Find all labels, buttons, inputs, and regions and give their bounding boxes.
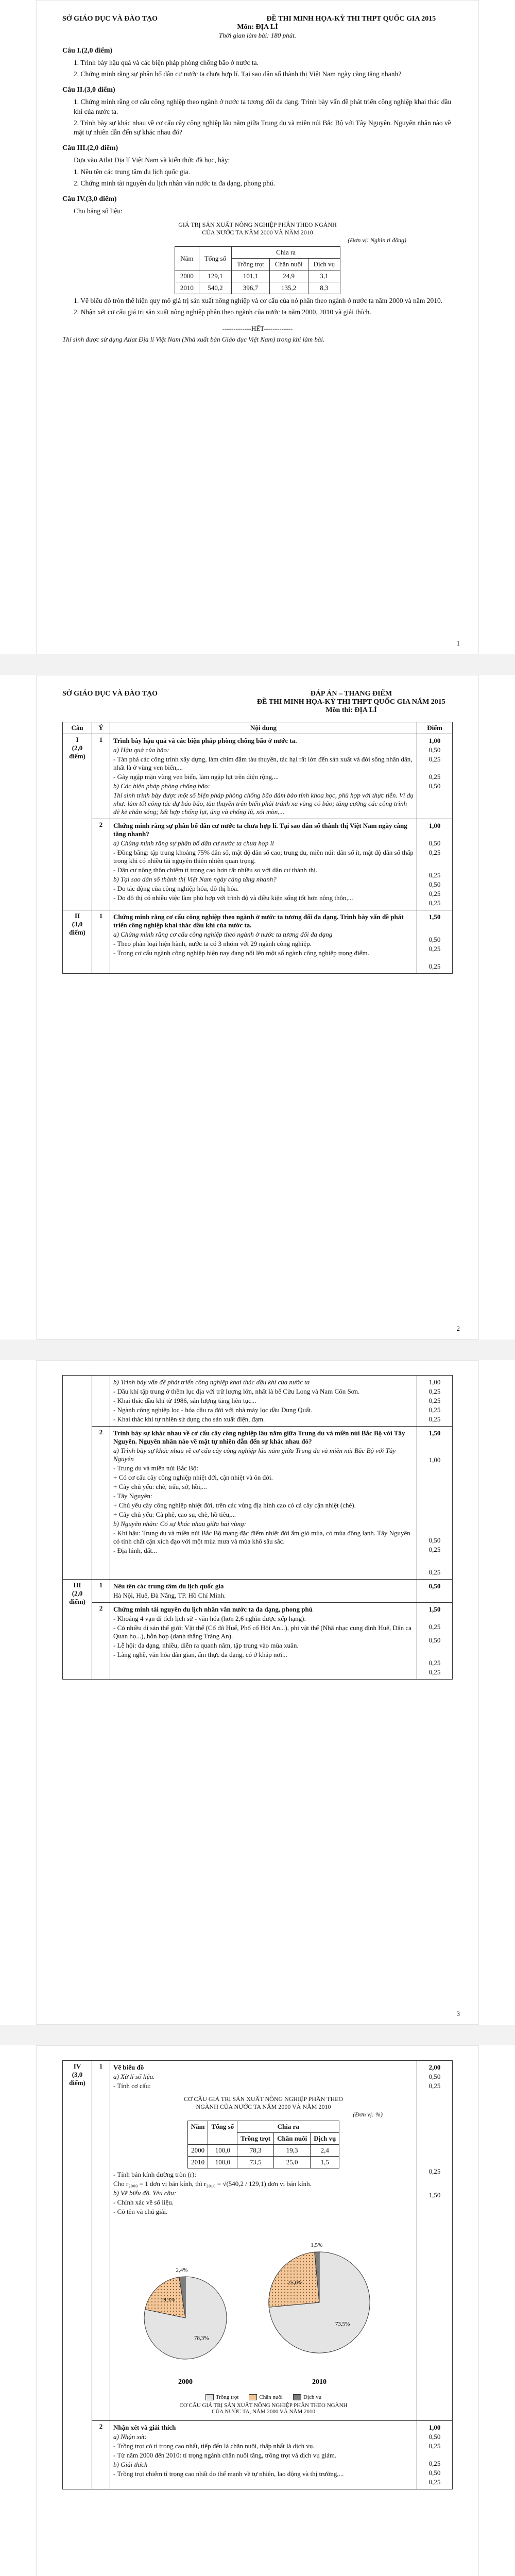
question-3-title: Câu III.(2,0 điểm)	[62, 144, 118, 152]
score: 0,50	[428, 2433, 441, 2441]
score: 0,25	[428, 899, 441, 907]
question-cell	[63, 910, 92, 974]
answer-table	[62, 1375, 453, 1680]
table-unit: (Đơn vị: Nghìn tỉ đồng)	[348, 236, 406, 244]
item-number: 1	[92, 1580, 110, 1603]
cell-total: 100,0	[208, 2157, 237, 2168]
table-title-line-2: NGÀNH CỦA NƯỚC TA NĂM 2000 VÀ NĂM 2010	[196, 2103, 331, 2110]
answer-line: - Khí hậu: Trung du và miền núi Bắc Bộ mang đặc điểm nhiệt đới ẩm gió mùa, có mùa đông lạnh. Tây Nguyên có tính chất cận xích đạo với một mùa mưa và mùa khô sâu sắc.	[113, 1529, 410, 1545]
item-title: Vẽ biểu đồ	[113, 2063, 144, 2071]
score-cell	[417, 1376, 453, 1427]
score-cell	[417, 1603, 453, 1680]
sub-title: b) Nguyên nhân: Có sự khác nhau giữa hai vùng:	[113, 1520, 246, 1528]
th-content: Nội dung	[110, 722, 417, 734]
table-row	[63, 734, 453, 819]
score: 0,25	[428, 1546, 441, 1553]
question-points: (2,0 điểm)	[69, 1589, 85, 1605]
question-cell	[63, 1580, 92, 1680]
pie-2010	[269, 2242, 370, 2353]
question-1-title: Câu I.(2,0 điểm)	[62, 47, 113, 55]
score: 1,50	[428, 913, 441, 921]
item-title: Chứng minh tài nguyên du lịch nhân văn nước ta đa dạng, phong phú	[113, 1605, 313, 1613]
answer-table	[62, 2060, 453, 2489]
answer-line: - Trong cơ cấu ngành công nghiệp hiện nay đang nổi lên một số ngành công nghiệp trọng điểm.	[113, 949, 369, 957]
th-livestock: Chăn nuôi	[269, 259, 308, 270]
answer-line: - Dầu khí tập trung ở thềm lục địa với trữ lượng lớn, nhất là bể Cửu Long và Nam Côn Sơn.	[113, 1387, 360, 1395]
score: 0,25	[428, 849, 441, 856]
sub-title: b) Tại sao dân số thành thị Việt Nam ngày càng tăng nhanh?	[113, 875, 277, 883]
answer-content	[110, 819, 417, 910]
th-service: Dịch vụ	[311, 2133, 339, 2145]
table-title-line-2: CỦA NƯỚC TA NĂM 2000 VÀ NĂM 2010	[202, 229, 313, 236]
question-4-title: Câu IV.(3,0 điểm)	[62, 195, 117, 203]
answer-line: - Có tên và chú giải.	[113, 2208, 168, 2215]
score: 0,25	[428, 773, 441, 781]
question-number: II	[74, 912, 80, 920]
answer-line: - Khai thác khí tự nhiên sử dụng cho sản xuất điện, đạm.	[113, 1415, 265, 1423]
cell-year: 2000	[187, 2145, 208, 2157]
answer-line: - Lễ hội: đa dạng, nhiều, diễn ra quanh năm, tập trung vào mùa xuân.	[113, 1641, 299, 1649]
answer-line: + Cây chủ yếu: Cà phê, cao su, chè, hồ tiêu,...	[113, 1511, 236, 1518]
score: 0,50	[428, 2073, 441, 2080]
question-4-intro: Cho bảng số liệu:	[74, 207, 123, 215]
score: 0,25	[428, 945, 441, 953]
question-1-part-2: 2. Chứng minh rằng sự phân bố dân cư nước ta chưa hợp lí. Tại sao dân số thành thị Việt Nam ngày càng tăng nhanh?	[74, 70, 402, 78]
score-cell	[417, 734, 453, 819]
answer-line: - Theo phân loại hiện hành, nước ta có 3 nhóm với 29 ngành công nghiệp.	[113, 940, 312, 947]
answer-line: - Làng nghề, văn hóa dân gian, ẩm thực đa dạng, có ở khắp nơi...	[113, 1651, 287, 1658]
cell-livestock: 19,3	[274, 2145, 311, 2157]
th-year: Năm	[187, 2121, 208, 2145]
end-marker: -------------HẾT-------------	[222, 324, 293, 332]
sub-title: a) Hậu quả của bão:	[113, 746, 169, 754]
score: 0,25	[428, 871, 441, 879]
question-points: (3,0 điểm)	[69, 920, 85, 936]
legend-swatch	[249, 2394, 257, 2400]
legend-item	[205, 2394, 239, 2400]
answer-line: - Tính bán kính đường tròn (r):	[113, 2171, 196, 2178]
th-cau: Câu	[63, 722, 92, 734]
answer-line: - Tây Nguyên:	[113, 1492, 152, 1500]
exam-title: ĐỀ THI MINH HỌA-KỲ THI THPT QUỐC GIA 2015	[266, 15, 436, 23]
answer-subject: Môn thi: ĐỊA LÍ	[325, 706, 377, 714]
score: 1,00	[428, 2424, 441, 2432]
page-number: 2	[456, 1325, 460, 1332]
data-table	[175, 246, 340, 294]
score: 0,25	[428, 1668, 441, 1676]
answer-line: + Có cơ cấu cây công nghiệp nhiệt đới, cận nhiệt và ôn đới.	[113, 1473, 273, 1481]
item-number: 1	[92, 2061, 110, 2421]
legend-swatch	[205, 2394, 214, 2400]
score: 1,00	[428, 822, 441, 829]
score: 0,25	[428, 1397, 441, 1404]
question-number: IV	[73, 2062, 81, 2070]
question-number: III	[73, 1581, 81, 1589]
sub-title: b) Các biện pháp phòng chống bão:	[113, 782, 210, 790]
sub-title: b) Trình bày vấn đề phát triển công nghiệp khai thác dầu khí của nước ta	[113, 1378, 310, 1386]
cell-livestock: 135,2	[269, 282, 308, 294]
answer-line: - Từ năm 2000 đến 2010: tỉ trọng ngành chăn nuôi tăng, trồng trọt và dịch vụ giảm.	[113, 2451, 337, 2460]
pie-chart-figure	[113, 2220, 414, 2415]
cell-total: 129,1	[199, 270, 231, 282]
answer-line: - Đồng bằng: tập trung khoảng 75% dân số, mật độ dân số cao; trung du, miền núi: dân số ít, mật độ dân số thấp trong khi có nhiều tài nguyên thiên nhiên quan trọng.	[113, 849, 414, 865]
pie-year-label: 2000	[178, 2378, 193, 2386]
table-row	[175, 270, 340, 282]
answer-content	[110, 1376, 417, 1427]
answer-line: - Dân cư nông thôn chiếm tỉ trọng cao hơn rất nhiều so với dân cư thành thị.	[113, 866, 318, 874]
question-3-part-2: 2. Chứng minh tài nguyên du lịch nhân văn nước ta đa dạng, phong phú.	[74, 179, 276, 187]
cell-service: 2,4	[311, 2145, 339, 2157]
page-3	[36, 1360, 479, 2025]
score: 0,50	[428, 839, 441, 847]
score: 0,50	[428, 936, 441, 943]
pie-data-label: 2,4%	[176, 2267, 188, 2274]
score-cell	[417, 1427, 453, 1580]
score: 0,50	[428, 1582, 441, 1590]
answer-line: Cho r₂₀₀₀ = 1 đơn vị bán kính, thì r₂₀₁₀ = √(540,2 / 129,1) đơn vị bán kính.	[113, 2180, 312, 2188]
question-points: (2,0 điểm)	[69, 744, 85, 760]
score: 0,25	[428, 962, 441, 970]
score-cell	[417, 2421, 453, 2489]
score: 0,25	[428, 755, 441, 763]
item-title: Nhận xét và giải thích	[113, 2424, 176, 2432]
page-2	[36, 675, 479, 1340]
pie-data-label: 1,5%	[311, 2242, 323, 2248]
table-row	[63, 2421, 453, 2489]
page-1	[36, 0, 479, 654]
answer-table	[62, 722, 453, 974]
subject-label: Môn: ĐỊA LÍ	[237, 23, 278, 31]
score: 0,25	[428, 1415, 441, 1423]
answer-title: ĐÁP ÁN – THANG ĐIỂM	[310, 690, 392, 698]
pie-data-label: 19,3%	[160, 2296, 176, 2303]
answer-line: + Cây chủ yếu: chè, trẩu, sở, hồi,...	[113, 1483, 207, 1490]
time-label: Thời gian làm bài: 180 phút.	[219, 31, 296, 39]
th-y: Ý	[92, 722, 110, 734]
chart-legend	[113, 2394, 414, 2400]
answer-line: Hà Nội, Huế, Đà Nẵng, TP. Hồ Chí Minh.	[113, 1591, 226, 1599]
score: 0,25	[428, 2167, 441, 2175]
question-2-part-2: 2. Trình bày sự khác nhau về cơ cấu cây công nghiệp lâu năm giữa Trung du và miền núi Bắc Bộ với Tây Nguyên. Nguyên nhân nào về mặt tự nhiên dẫn đến sự khác nhau đó?	[74, 118, 451, 137]
table-unit: (Đơn vị: %)	[353, 2111, 383, 2118]
legend-label: Trồng trọt	[215, 2394, 239, 2400]
answer-content	[110, 1427, 417, 1580]
th-score: Điểm	[417, 722, 453, 734]
score: 1,50	[428, 1605, 441, 1613]
table-title-line-1: CƠ CẤU GIÁ TRỊ SẢN XUẤT NÔNG NGHIỆP PHÂN THEO	[183, 2095, 344, 2103]
item-number: 2	[92, 1427, 110, 1580]
legend-label: Dịch vụ	[303, 2394, 322, 2400]
pie-data-label: 73,5%	[335, 2320, 350, 2327]
sub-title: b) Giải thích	[113, 2461, 148, 2469]
th-year: Năm	[175, 247, 199, 270]
score: 0,25	[428, 2460, 441, 2468]
table-row	[63, 1603, 453, 1680]
score: 0,50	[428, 1636, 441, 1644]
table-row	[63, 2061, 453, 2421]
cell-crop: 396,7	[232, 282, 270, 294]
question-4-part-1: 1. Vẽ biểu đồ tròn thể hiện quy mô giá trị sản xuất nông nghiệp và cơ cấu của nó phân theo ngành ở nước ta năm 2000 và năm 2010.	[74, 297, 443, 305]
table-row	[187, 2145, 339, 2157]
item-title: Nêu tên các trung tâm du lịch quốc gia	[113, 1582, 224, 1590]
page-number: 1	[456, 639, 460, 647]
question-1-part-1: 1. Trình bày hậu quả và các biện pháp phòng chống bão ở nước ta.	[74, 59, 259, 66]
th-group: Chia ra	[232, 247, 340, 259]
score: 0,25	[428, 1406, 441, 1414]
answer-line: - Ngành công nghiệp lọc - hóa dầu ra đời với nhà máy lọc dầu Dung Quất.	[113, 1406, 313, 1414]
question-cell	[63, 2061, 92, 2489]
chart-caption-line-2: CỦA NƯỚC TA, NĂM 2000 VÀ NĂM 2010	[212, 2409, 315, 2415]
answer-line: - Trồng trọt có tỉ trọng cao nhất, tiếp đến là chăn nuôi, thấp nhất là dịch vụ.	[113, 2442, 315, 2450]
pie-data-label: 25,0%	[287, 2280, 303, 2286]
department-name: SỞ GIÁO DỤC VÀ ĐÀO TẠO	[62, 690, 158, 698]
question-2-part-1: 1. Chứng minh rằng cơ cấu công nghiệp theo ngành ở nước ta tương đối đa dạng. Trình bày vấn đề phát triển công nghiệp khai thác dầu khí của nước ta.	[74, 98, 452, 115]
answer-content	[110, 734, 417, 819]
sub-title: a) Nhận xét:	[113, 2433, 147, 2441]
score: 1,00	[428, 1378, 441, 1386]
chart-caption-line-1: CƠ CẤU GIÁ TRỊ SẢN XUẤT NÔNG NGHIỆP PHÂN THEO NGÀNH	[179, 2402, 348, 2409]
answer-line: - Tính cơ cấu:	[113, 2082, 151, 2090]
answer-line: - Địa hình, đất...	[113, 1547, 157, 1554]
table-row	[63, 910, 453, 974]
table-row	[63, 819, 453, 910]
cell-crop: 78,3	[237, 2145, 274, 2157]
score: 0,25	[428, 890, 441, 897]
department-name: SỞ GIÁO DỤC VÀ ĐÀO TẠO	[62, 15, 158, 23]
table-row	[63, 1376, 453, 1427]
cell-livestock: 24,9	[269, 270, 308, 282]
cell-year: 2010	[187, 2157, 208, 2168]
cell-service: 1,5	[311, 2157, 339, 2168]
sub-title: b) Vẽ biểu đồ. Yêu cầu:	[113, 2189, 177, 2197]
sub-title: a) Chứng minh rằng sự phân bố dân cư nước ta chưa hợp lí	[113, 839, 274, 847]
th-total: Tổng số	[208, 2121, 237, 2145]
answer-line: - Chính xác về số liệu.	[113, 2198, 174, 2206]
answer-line: Thí sinh trình bày được một số biện pháp phòng chống bão đảm bảo tính khoa học, phù hợp với thực tiễn. Ví dụ như: làm tốt công tác dự báo bão, tàu thuyền trên biển phải tránh xa vùng có bão; tăng cường các công trình đê kè chắn sóng; kết hợp chống lụt, úng và chống lũ, xói mòn,...	[113, 791, 414, 816]
sub-title: a) Trình bày sự khác nhau về cơ cấu cây công nghiệp lâu năm giữa Trung du và miền núi Bắc Bộ với Tây Nguyên	[113, 1447, 396, 1463]
item-number: 1	[92, 910, 110, 974]
item-title: Trình bày hậu quả và các biện pháp phòng chống bão ở nước ta.	[113, 737, 297, 744]
score-cell	[417, 819, 453, 910]
page-gap	[0, 654, 515, 675]
question-3-part-1: 1. Nêu tên các trung tâm du lịch quốc gia.	[74, 167, 191, 176]
cell-year: 2000	[175, 270, 199, 282]
answer-line: - Khoảng 4 vạn di tích lịch sử - văn hóa (hơn 2,6 nghìn được xếp hạng).	[113, 1615, 306, 1622]
item-number	[92, 1376, 110, 1427]
legend-swatch	[293, 2394, 301, 2400]
score: 0,25	[428, 2442, 441, 2450]
legend-item	[249, 2394, 283, 2400]
answer-line: - Trồng trọt chiếm tỉ trọng cao nhất do thế mạnh về tự nhiên, lao động và thị trường,...	[113, 2470, 344, 2478]
score: 0,25	[428, 2082, 441, 2090]
table-row	[187, 2157, 339, 2168]
answer-title-block	[250, 690, 453, 715]
pie-year-label: 2010	[312, 2378, 327, 2386]
answer-content	[110, 1603, 417, 1680]
score: 0,25	[428, 1659, 441, 1667]
score: 0,25	[428, 1387, 441, 1395]
th-livestock: Chăn nuôi	[274, 2133, 311, 2145]
score: 1,50	[428, 2191, 441, 2199]
score: 0,50	[428, 1536, 441, 1544]
answer-line: - Do tác động của công nghiệp hóa, đô thị hóa.	[113, 885, 239, 892]
page-4	[36, 2045, 479, 2576]
score: 2,00	[428, 2063, 441, 2071]
score: 0,25	[428, 1568, 441, 1576]
item-number: 2	[92, 1603, 110, 1680]
answer-content	[110, 910, 417, 974]
cell-total: 540,2	[199, 282, 231, 294]
cell-livestock: 25,0	[274, 2157, 311, 2168]
pie-data-label: 78,3%	[194, 2335, 209, 2342]
item-number: 1	[92, 734, 110, 819]
th-crop: Trồng trọt	[232, 259, 270, 270]
answer-content	[110, 2061, 417, 2421]
answer-content	[110, 1580, 417, 1603]
score: 0,50	[428, 2469, 441, 2477]
score: 0,25	[428, 2478, 441, 2486]
cell-year: 2010	[175, 282, 199, 294]
answer-line: - Khai thác dầu khí từ 1986, sản lượng tăng liên tục...	[113, 1397, 256, 1404]
item-number: 2	[92, 819, 110, 910]
item-number: 2	[92, 2421, 110, 2489]
question-points: (3,0 điểm)	[69, 2071, 85, 2087]
cell-service: 3,1	[308, 270, 340, 282]
th-service: Dịch vụ	[308, 259, 340, 270]
score-cell	[417, 2061, 453, 2421]
answer-exam-title: ĐỀ THI MINH HỌA-KỲ THI THPT QUỐC GIA NĂM 2015	[257, 698, 445, 706]
cell-crop: 73,5	[237, 2157, 274, 2168]
answer-line: + Chủ yếu cây công nghiệp nhiệt đới, trên các vùng địa hình cao có cả cây cận nhiệt (chè).	[113, 1501, 356, 1509]
answer-line: - Có nhiều di sản thế giới: Vật thể (Cố đô Huế, Phố cổ Hội An...), phi vật thể (Nhã nhạc cung đình Huế, Dân ca Quan họ...), hỗn hợp (danh thắng Tràng An).	[113, 1624, 411, 1640]
score: 0,25	[428, 1623, 441, 1631]
th-group: Chia ra	[237, 2121, 339, 2133]
cell-crop: 101,1	[232, 270, 270, 282]
score-cell	[417, 1580, 453, 1603]
page-gap	[0, 2025, 515, 2045]
th-crop: Trồng trọt	[237, 2133, 274, 2145]
question-4-part-2: 2. Nhận xét cơ cấu giá trị sản xuất nông nghiệp phân theo ngành của nước ta năm 2000, 2010 và giải thích.	[74, 308, 371, 316]
page-2-header	[62, 690, 453, 715]
table-title-line-1: GIÁ TRỊ SẢN XUẤT NÔNG NGHIỆP PHÂN THEO NGÀNH	[178, 221, 337, 229]
pie-chart	[113, 2220, 402, 2390]
score: 1,00	[428, 1456, 441, 1464]
answer-content	[110, 2421, 417, 2489]
answer-line: - Gây ngập mặn vùng ven biển, làm ngập lụt trên diện rộng,...	[113, 773, 279, 781]
score: 1,00	[428, 737, 441, 744]
th-total: Tổng số	[199, 247, 231, 270]
answer-line: - Trung du và miền núi Bắc Bộ:	[113, 1464, 199, 1472]
table-row	[63, 1580, 453, 1603]
score: 0,50	[428, 782, 441, 790]
sub-title: a) Xử lí số liệu.	[113, 2073, 155, 2080]
cell-service: 8,3	[308, 282, 340, 294]
question-cell	[63, 1376, 92, 1580]
question-number: I	[76, 736, 79, 743]
answer-line: - Do đô thị có nhiều việc làm phù hợp với trình độ và điều kiện sống tốt hơn nông thôn,...	[113, 894, 353, 902]
answer-line: - Tàn phá các công trình xây dựng, làm chìm đắm tàu thuyền, tác hại rất lớn đến sản xuất và đời sống nhân dân, nhất là ở vùng ven biển,...	[113, 755, 413, 771]
percent-table	[187, 2121, 339, 2168]
question-cell	[63, 734, 92, 910]
sub-title: a) Chứng minh rằng cơ cấu công nghiệp theo ngành ở nước ta tương đối đa dạng	[113, 930, 333, 938]
legend-item	[293, 2394, 321, 2400]
pie-2000	[144, 2267, 227, 2359]
score: 1,50	[428, 1429, 441, 1437]
score: 0,50	[428, 880, 441, 888]
score-cell	[417, 910, 453, 974]
question-2-title: Câu II.(3,0 điểm)	[62, 86, 115, 94]
item-title: Trình bày sự khác nhau về cơ cấu cây công nghiệp lâu năm giữa Trung du và miền núi Bắc Bộ với Tây Nguyên. Nguyên nhân nào về mặt tự nhiên dẫn đến sự khác nhau đó?	[113, 1429, 405, 1445]
exam-note: Thí sinh được sử dụng Atlat Địa lí Việt Nam (Nhà xuất bản Giáo dục Việt Nam) trong khi làm bài.	[62, 335, 325, 343]
table-row	[175, 282, 340, 294]
table-row	[63, 1427, 453, 1580]
cell-total: 100,0	[208, 2145, 237, 2157]
legend-label: Chăn nuôi	[259, 2394, 283, 2400]
page-1-header	[62, 15, 453, 23]
item-title: Chứng minh rằng sự phân bố dân cư nước ta chưa hợp lí. Tại sao dân số thành thị Việt Nam ngày càng tăng nhanh?	[113, 822, 407, 838]
question-3-intro: Dựa vào Atlat Địa lí Việt Nam và kiến thức đã học, hãy:	[74, 156, 230, 164]
score: 0,50	[428, 746, 441, 754]
page-number: 3	[456, 2010, 460, 2018]
page-gap	[0, 1340, 515, 1360]
item-title: Chứng minh rằng cơ cấu công nghiệp theo ngành ở nước ta tương đối đa dạng. Trình bày vấn đề phát triển công nghiệp khai thác dầu khí của nước ta.	[113, 913, 404, 929]
